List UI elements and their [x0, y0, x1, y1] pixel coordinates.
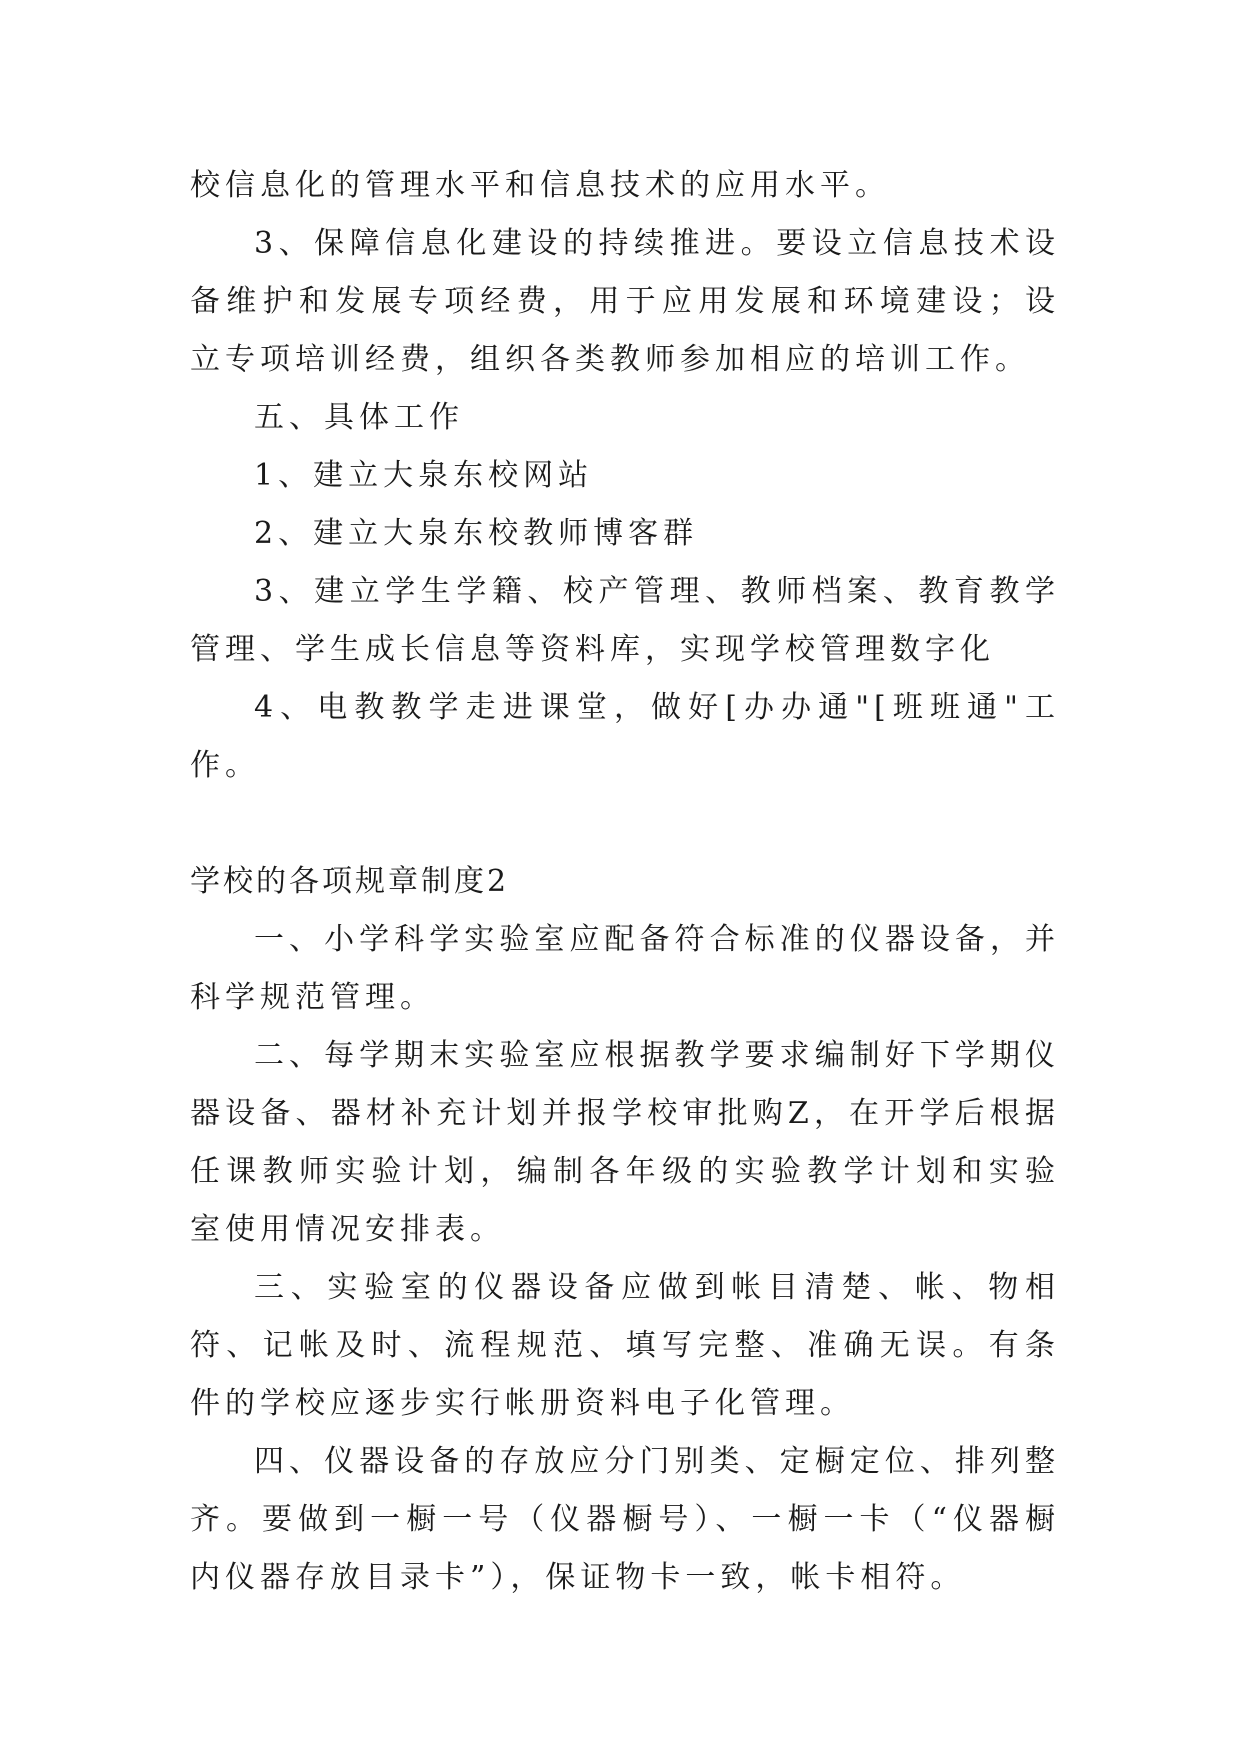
- heading-specific-work: 五、具体工作: [254, 400, 464, 435]
- rule-3: 三、实验室的仪器设备应做到帐目清楚、帐、物相符、记帐及时、流程规范、填写完整、准确无误。有条件的学校应逐步实行帐册资料电子化管理。: [190, 1270, 1060, 1421]
- section-spacer: [190, 795, 1060, 853]
- rule-4: 四、仪器设备的存放应分门别类、定橱定位、排列整齐。要做到一橱一号（仪器橱号）、一橱一卡（“仪器橱内仪器存放目录卡”），保证物卡一致，帐卡相符。: [190, 1444, 1060, 1595]
- document-body: [190, 157, 1060, 1607]
- section-title: 学校的各项规章制度2: [190, 864, 510, 899]
- paragraph-continued: 校信息化的管理水平和信息技术的应用水平。: [190, 168, 890, 203]
- work-item-3: 3、建立学生学籍、校产管理、教师档案、教育教学管理、学生成长信息等资料库，实现学校管理数字化: [190, 574, 1060, 667]
- rule-1: 一、小学科学实验室应配备符合标准的仪器设备，并科学规范管理。: [190, 922, 1060, 1015]
- rule-2: 二、每学期末实验室应根据教学要求编制好下学期仪器设备、器材补充计划并报学校审批购Z，在开学后根据任课教师实验计划，编制各年级的实验教学计划和实验室使用情况安排表。: [190, 1038, 1060, 1247]
- work-item-1: 1、建立大泉东校网站: [254, 458, 594, 493]
- paragraph-item-3-guarantee: 3、保障信息化建设的持续推进。要设立信息技术设备维护和发展专项经费，用于应用发展和环境建设；设立专项培训经费，组织各类教师参加相应的培训工作。: [190, 226, 1060, 377]
- work-item-4: 4、电教教学走进课堂，做好[办办通"[班班通"工作。: [190, 690, 1060, 783]
- work-item-2: 2、建立大泉东校教师博客群: [254, 516, 699, 551]
